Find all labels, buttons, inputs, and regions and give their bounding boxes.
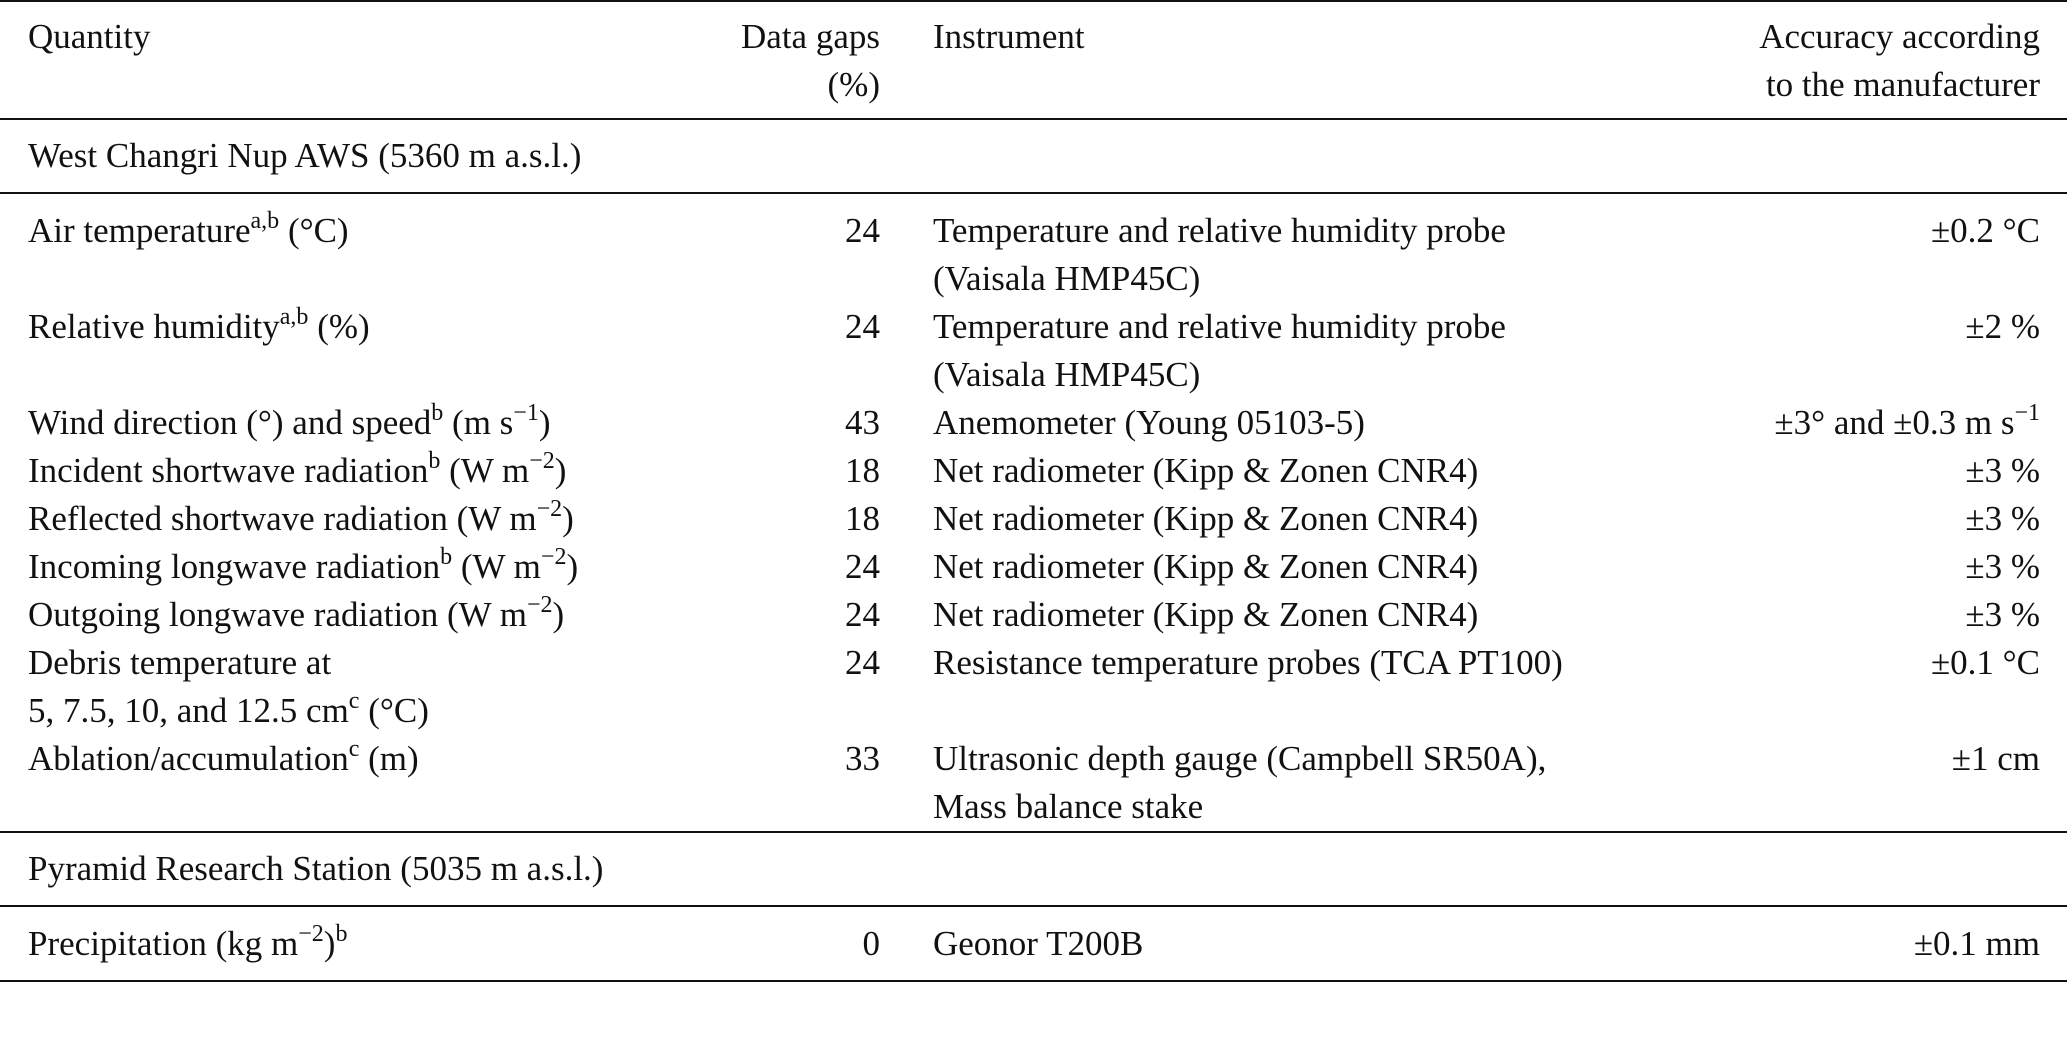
section-title: Pyramid Research Station (5035 m a.s.l.) xyxy=(28,849,604,888)
instrument-cell: Temperature and relative humidity probe (Vaisala HMP45C) xyxy=(933,211,1506,298)
instrument-cell: Net radiometer (Kipp & Zonen CNR4) xyxy=(933,547,1479,586)
quantity-cell: Relative humidity$^{a,b}$ (%) xyxy=(28,304,370,346)
section-heading-row xyxy=(0,119,2067,193)
header-accuracy-line1: Accuracy according xyxy=(1759,17,2040,56)
accuracy-cell: ±0.1 °C xyxy=(1930,643,2040,682)
data-gaps-cell: 24 xyxy=(845,211,880,250)
quantity-cell: Debris temperature at 5, 7.5, 10, and 12.5 $cm^c$ (°C) xyxy=(28,643,429,730)
accuracy-cell: ±3 % xyxy=(1965,499,2040,538)
instrument-cell: Net radiometer (Kipp & Zonen CNR4) xyxy=(933,451,1479,490)
instrument-cell: Geonor T200B xyxy=(880,906,1600,981)
header-accuracy xyxy=(1600,1,2067,119)
data-gaps-cell: 24 xyxy=(845,595,880,634)
table-row xyxy=(0,735,2067,832)
data-gaps-cell: 24 xyxy=(845,307,880,346)
data-gaps-cell: 24 xyxy=(845,547,880,586)
header-instrument: Instrument xyxy=(933,17,1085,56)
quantity-cell: Air temperature$^{a,b}$ (°C) xyxy=(28,208,349,250)
accuracy-cell: ±0.1 mm xyxy=(1600,906,2067,981)
instrument-cell: Net radiometer (Kipp & Zonen CNR4) xyxy=(933,595,1479,634)
data-gaps-cell: 18 xyxy=(845,451,880,490)
instrument-cell: Net radiometer (Kipp & Zonen CNR4) xyxy=(933,499,1479,538)
header-data-gaps xyxy=(680,1,880,119)
table-row xyxy=(0,399,2067,447)
accuracy-cell: ±2 % xyxy=(1965,307,2040,346)
table-header-row xyxy=(0,1,2067,119)
instrument-cell: Resistance temperature probes (TCA PT100) xyxy=(933,643,1563,682)
table-row xyxy=(0,639,2067,735)
quantity-cell: Precipitation (kg $m^{-2})^b$ xyxy=(0,906,680,981)
accuracy-cell: ±1 cm xyxy=(1951,739,2040,778)
instrument-cell: Ultrasonic depth gauge (Campbell SR50A), Mass balance stake xyxy=(933,739,1547,826)
section-title: West Changri Nup AWS (5360 m a.s.l.) xyxy=(28,136,582,175)
data-gaps-cell: 24 xyxy=(845,643,880,682)
accuracy-cell: ±3 % xyxy=(1965,595,2040,634)
quantity-cell: Ablation/accumulation$^c$ (m) xyxy=(28,736,419,778)
table-row xyxy=(0,543,2067,591)
data-gaps-cell: 0 xyxy=(680,906,880,981)
accuracy-cell: ±3 % xyxy=(1965,547,2040,586)
quantity-cell: Incident shortwave radiation$^b$ (W $m^{-2}$) xyxy=(28,448,567,490)
instrument-cell: Temperature and relative humidity probe (Vaisala HMP45C) xyxy=(933,307,1506,394)
data-gaps-cell: 18 xyxy=(845,499,880,538)
accuracy-cell: ±3° and ±0.3 m $s^{-1}$ xyxy=(1774,400,2040,442)
table-row xyxy=(0,447,2067,495)
table-row xyxy=(0,303,2067,399)
table-row xyxy=(0,591,2067,639)
accuracy-cell: ±3 % xyxy=(1965,451,2040,490)
quantity-cell: Incoming longwave radiation$^b$ (W $m^{-2}$) xyxy=(28,544,579,586)
section-heading-row xyxy=(0,832,2067,906)
header-data-gaps-line2: (%) xyxy=(827,65,880,104)
data-gaps-cell: 43 xyxy=(845,403,880,442)
table-row xyxy=(0,906,2067,981)
header-quantity: Quantity xyxy=(28,17,151,56)
data-gaps-cell: 33 xyxy=(845,739,880,778)
header-data-gaps-line1: Data gaps xyxy=(741,17,880,56)
quantity-cell: Wind direction (°) and speed$^b$ (m $s^{-1}$) xyxy=(28,400,551,442)
table-row xyxy=(0,495,2067,543)
table-row xyxy=(0,193,2067,303)
header-accuracy-line2: to the manufacturer xyxy=(1765,65,2040,104)
accuracy-cell: ±0.2 °C xyxy=(1930,211,2040,250)
instrument-cell: Anemometer (Young 05103-5) xyxy=(933,403,1365,442)
quantity-cell: Outgoing longwave radiation (W $m^{-2}$) xyxy=(28,592,565,634)
quantity-cell: Reflected shortwave radiation (W $m^{-2}$) xyxy=(28,496,574,538)
